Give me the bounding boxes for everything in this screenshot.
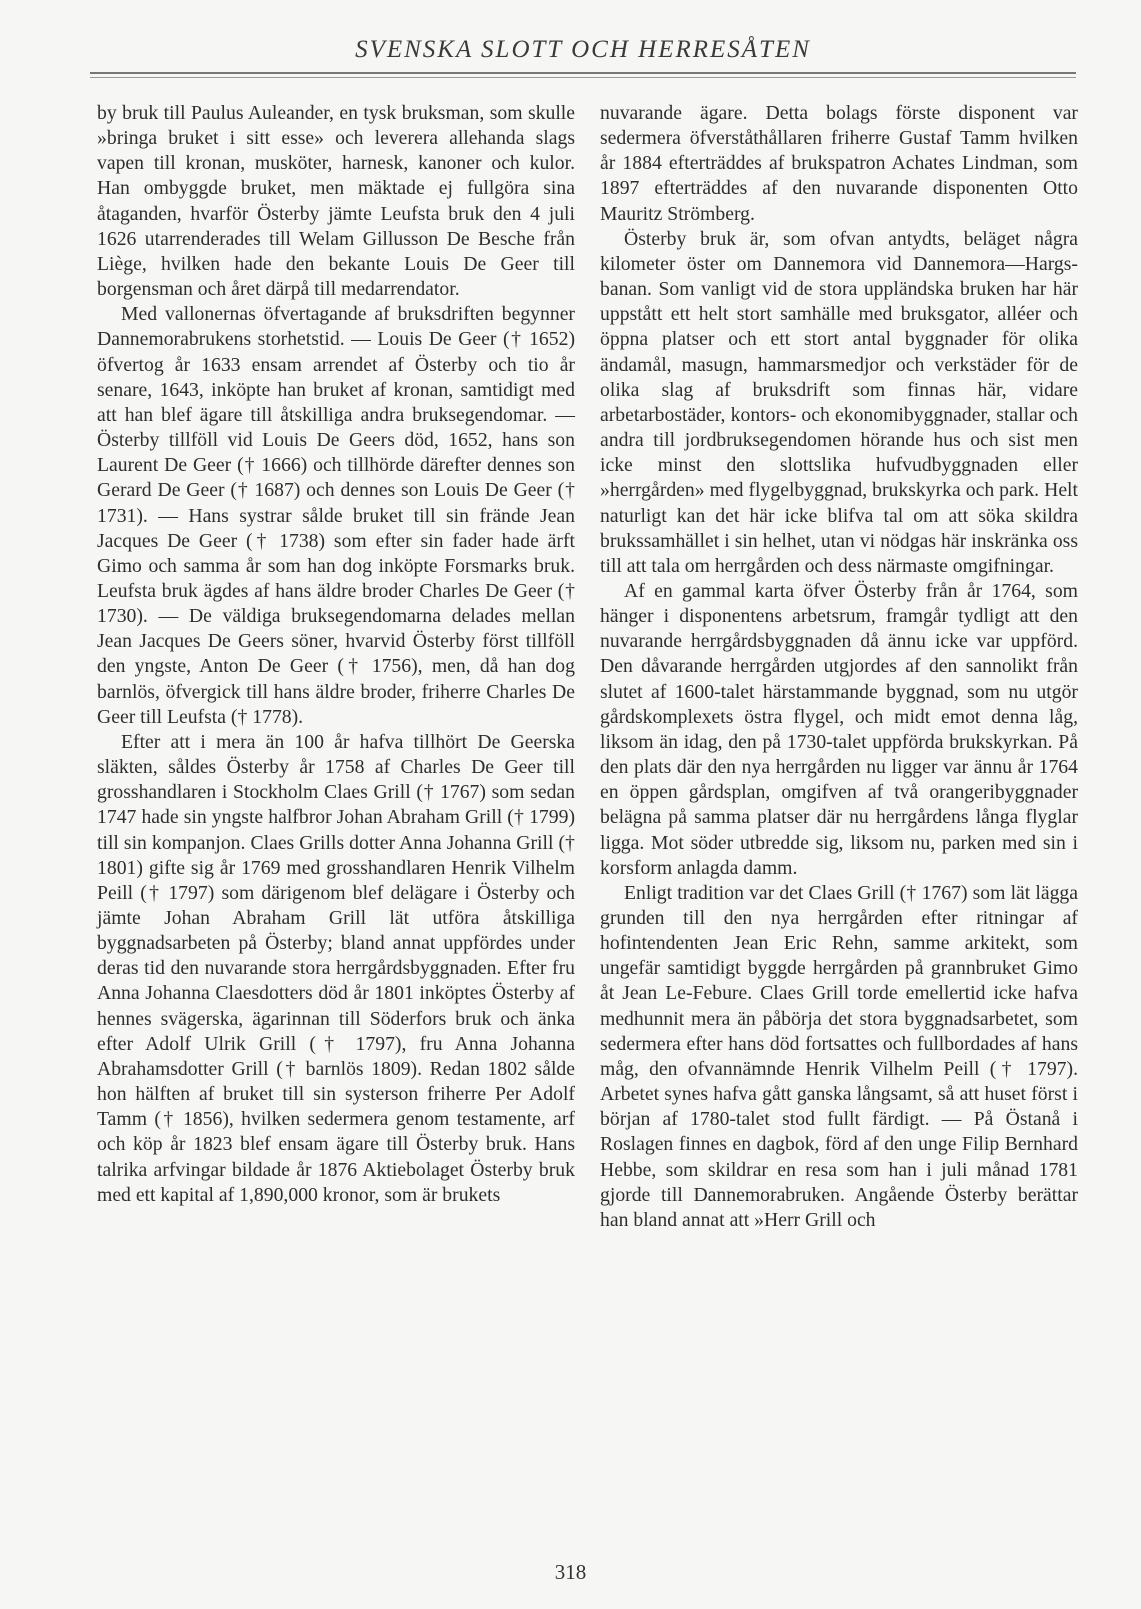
left-column (97, 101, 575, 1208)
header-rule (90, 72, 1076, 78)
running-title: SVENSKA SLOTT OCH HERRESÅTEN (355, 36, 811, 63)
page-number: 318 (554, 1560, 587, 1584)
right-column (600, 101, 1078, 1233)
paragraph: by bruk till Paulus Auleander, en tysk bruksman, som skulle »bringa bruket i sitt esse» och leverera allehanda slags vapen till kronan, musköter, harnesk, kanoner och kulor. Han ombyggde bruket, men mäktade ej fullgöra sina åtaganden, hvarför Österby jämte Leufsta bruk den 4 juli 1626 utarrenderades till Welam Gillusson De Besche från Liège, hvilken hade den bekante Louis De Geer till borgensman och året därpå till medarrendator. (97, 102, 575, 301)
paragraph: Med vallonernas öfvertagande af bruksdriften begynner Dannemorabrukens storhetstid. — Louis De Geer († 1652) öfvertog år 1633 ensam arrendet af Österby och tio år senare, 1643, inköpte han bruket af kronan, samtidigt med att han blef ägare till åtskilliga andra bruksegendomar. — Österby tillföll vid Louis De Geers död, 1652, hans son Laurent De Geer († 1666) och tillhörde därefter dennes son Gerard De Geer († 1687) och dennes son Louis De Geer († 1731). — Hans systrar sålde bruket till sin frände Jean Jacques De Geer († 1738) som efter sin fader hade ärft Gimo och samma år som han dog inköpte Forsmarks bruk. Leufsta bruk ägdes af hans äldre broder Charles De Geer († 1730). — De väldiga bruksegendomarna delades mellan Jean Jacques De Geers söner, hvarvid Österby först tillföll den yngste, Anton De Geer († 1756), men, då han dog barnlös, öfvergick till hans äldre broder, friherre Charles De Geer till Leufsta († 1778). (97, 303, 575, 728)
paragraph: Efter att i mera än 100 år hafva tillhört De Geerska släkten, såldes Österby år 1758 af Charles De Geer till grosshandlaren i Stockholm Claes Grill († 1767) som sedan 1747 hade sin yngste halfbror Johan Abraham Grill († 1799) till sin kompanjon. Claes Grills dotter Anna Johanna Grill († 1801) gifte sig år 1769 med grosshandlaren Henrik Vilhelm Peill († 1797) som därigenom blef delägare i Österby och jämte Johan Abraham Grill lät utföra åtskilliga byggnadsarbeten på Österby; bland annat uppfördes under deras tid den nuvarande stora herrgårdsbyggnaden. Efter fru Anna Johanna Claesdotters död år 1801 inköptes Österby af hennes svägerska, ägarinnan till Söderfors bruk och änka efter Adolf Ulrik Grill († 1797), fru Anna Johanna Abrahamsdotter Grill († barnlös 1809). Redan 1802 sålde hon hälften af bruket till sin systerson friherre Per Adolf Tamm († 1856), hvilken sedermera genom testamente, arf och köp år 1823 blef ensam ägare till Österby bruk. Hans talrika arfvingar bildade år 1876 Aktiebolaget Österby bruk med ett kapital af 1,890,000 kronor, som är brukets (97, 730, 575, 1206)
paragraph: Österby bruk är, som ofvan antydts, beläget några kilometer öster om Dannemora vid Dannemora—Hargs-banan. Som vanligt vid de stora uppländska bruken har här uppstått ett helt stort samhälle med bruksgator, alléer och öppna platser och ett stort antal byggnader för olika ändamål, masugn, hammarsmedjor och verkstäder för de olika slag af bruksdrift som finnas här, vidare arbetarbostäder, kontors- och ekonomibyggnader, stallar och andra till jordbruksegendomen hörande hus och sist men icke minst den slottslika hufvudbyggnaden eller »herrgården» med flygelbyggnad, brukskyrka och park. Helt naturligt kan det här icke blifva tal om att söka skildra brukssamhället i sin helhet, utan vi nödgas här inskränka oss till att tala om herrgården och dess närmaste omgifningar. (600, 227, 1078, 577)
paragraph: nuvarande ägare. Detta bolags förste disponent var sedermera öfverståthållaren friherre Gustaf Tamm hvilken år 1884 efterträddes af brukspatron Achates Lindman, som 1897 efterträddes af den nuvarande disponenten Otto Mauritz Strömberg. (600, 102, 1078, 225)
paragraph: Enligt tradition var det Claes Grill († 1767) som lät lägga grunden till den nya herrgården efter ritningar af hofintendenten Jean Eric Rehn, samme arkitekt, som ungefär samtidigt byggde herrgården på grannbruket Gimo åt Jean Le-Febure. Claes Grill torde emellertid icke hafva medhunnit mera än påbörja det stora byggnadsarbetet, som sedermera efter hans död fortsattes och fullbordades af hans måg, den ofvannämnde Henrik Vilhelm Peill († 1797). Arbetet synes hafva gått ganska långsamt, så att huset först i början af 1780-talet stod fullt färdigt. — På Östanå i Roslagen finnes en dagbok, förd af den unge Filip Bernhard Hebbe, som skildrar en resa som han i juli månad 1781 gjorde till Dannemorabruken. Angående Österby berättar han bland annat att »Herr Grill och (600, 881, 1078, 1231)
paragraph: Af en gammal karta öfver Österby från år 1764, som hänger i disponentens arbetsrum, framgår tydligt att den nuvarande herrgårdsbyggnaden då ännu icke var uppförd. Den dåvarande herrgården utgjordes af den sannolikt från slutet af 1600-talet härstammande byggnad, som nu utgör gårdskomplexets östra flygel, och midt emot denna låg, liksom än idag, den på 1730-talet uppförda brukskyrkan. På den plats där den nya herrgården nu ligger var ännu år 1764 en öppen gårdsplan, omgifven af två orangeribyggnader belägna på samma platser där nu herrgårdens långa flyglar ligga. Mot söder utbredde sig, liksom nu, parken med sin i korsform anlagda damm. (600, 579, 1078, 879)
